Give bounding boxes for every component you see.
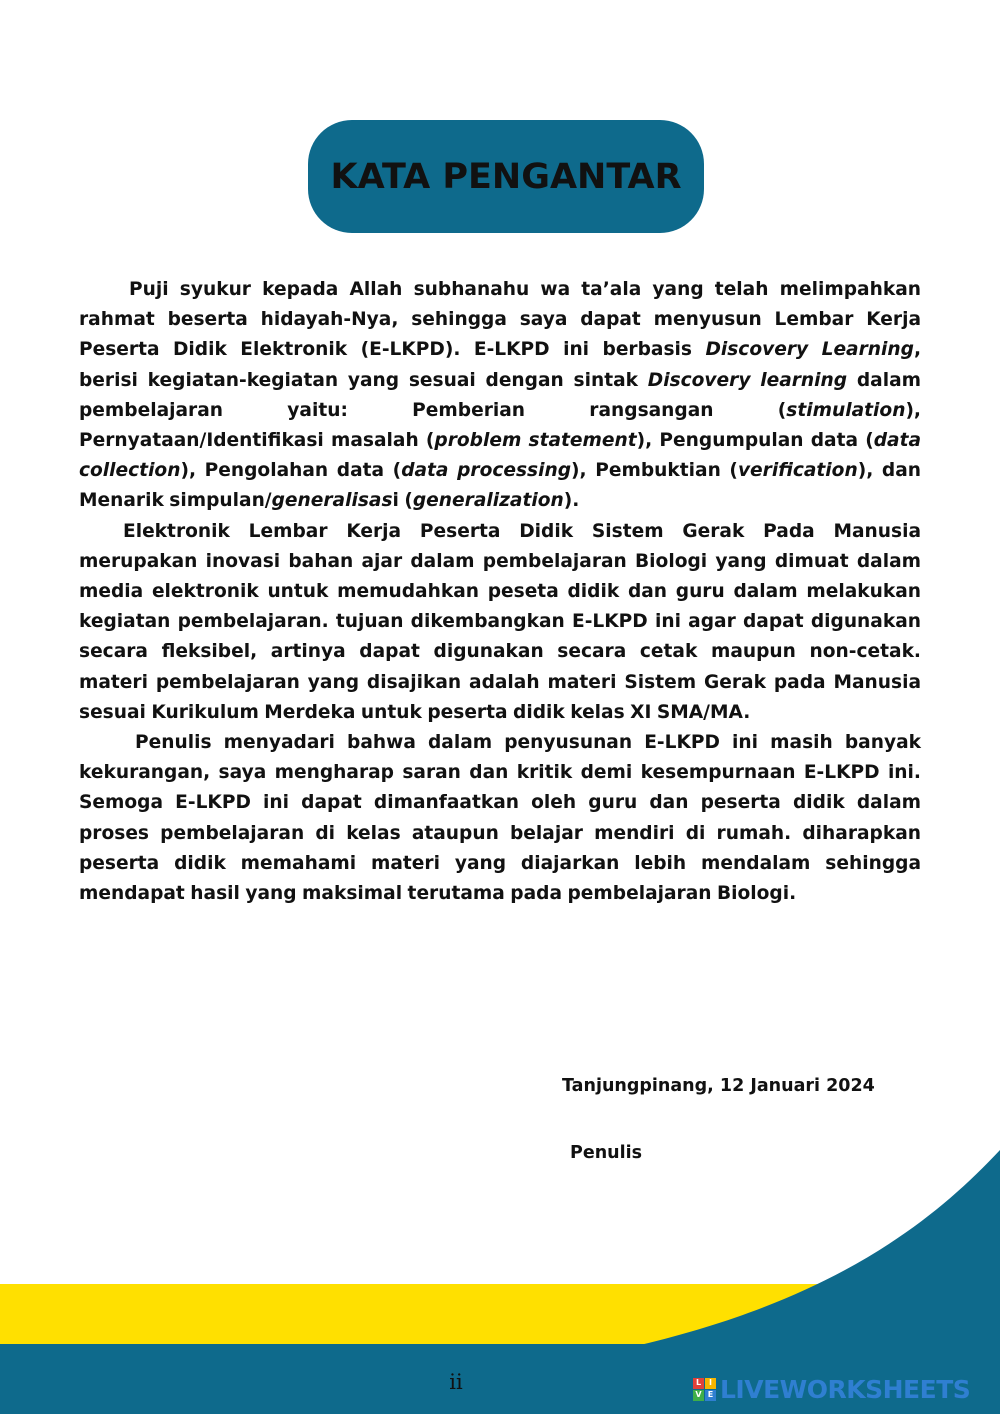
title-banner [308,120,704,233]
logo-letter-l: L [693,1378,704,1389]
text-run: Puji syukur kepada Allah subhanahu wa ta’ala yang telah melimpahkan rahmat beserta hidayah-Nya, sehingga saya dapat menyusun Lembar Kerja Peserta Didik Elektronik (E-LKPD). E-LKPD ini berbasis [79,279,921,361]
italic-term: problem statement [434,430,637,452]
italic-term: generalisas [271,490,393,512]
liveworksheets-brand [693,1374,970,1404]
italic-term: verification [737,460,858,482]
text-run: ). [563,490,580,512]
place-date: Tanjungpinang, 12 Januari 2024 [562,1076,875,1096]
text-run: ), Pernyataan/Identifikasi masalah ( [79,399,921,452]
logo-letter-i: I [705,1378,716,1389]
signer-name: Penulis [570,1143,643,1163]
text-run: ), Pengumpulan data ( [636,430,874,452]
page-title: KATA PENGANTAR [330,156,682,197]
italic-term: data collection [79,430,922,482]
paragraph-3: Penulis menyadari bahwa dalam penyusunan E-LKPD ini masih banyak kekurangan, saya mengharap saran dan kritik demi kesempurnaan E-LKPD ini. Semoga E-LKPD ini dapat dimanfaatkan oleh guru dan peserta didik dalam proses pembelajaran di kelas ataupun belajar mendiri di rumah. diharapkan peserta didik memahami materi yang diajarkan lebih mendalam sehingga mendapat hasil yang maksimal terutama pada pembelajaran Biologi. [79,732,921,905]
page-number: ii [449,1370,463,1394]
logo-letter-v: V [693,1390,704,1401]
text-run: ), Pembuktian ( [571,460,738,482]
text-run: ), Pengolahan data ( [180,460,402,482]
italic-term: stimulation [786,399,906,421]
paragraph-1 [79,275,921,517]
brand-name: LIVEWORKSHEETS [720,1374,971,1404]
italic-term: generalization [412,490,564,512]
body-text [79,275,921,909]
italic-term: data processing [401,460,572,482]
logo-letter-e: E [705,1390,716,1401]
text-run: dalam pembelajaran yaitu: Pemberian rangsangan ( [79,369,921,421]
italic-term: Discovery Learning [705,339,914,361]
paragraph-2: Elektronik Lembar Kerja Peserta Didik Sistem Gerak Pada Manusia merupakan inovasi bahan ajar dalam pembelajaran Biologi yang dimuat dalam media elektronik untuk memudahkan peseta didik dan guru dalam melakukan kegiatan pembelajaran. tujuan dikembangkan E-LKPD ini agar dapat digunakan secara fleksibel, artinya dapat digunakan secara cetak maupun non-cetak. materi pembelajaran yang disajikan adalah materi Sistem Gerak pada Manusia sesuai Kurikulum Merdeka untuk peserta didik kelas XI SMA/MA. [79,520,921,723]
text-run: , berisi kegiatan-kegiatan yang sesuai dengan sintak [79,339,922,391]
text-run: ), dan Menarik simpulan/ [79,460,921,512]
liveworksheets-logo-icon [693,1378,716,1401]
italic-term: Discovery learning [647,369,848,391]
text-run: i ( [392,490,413,512]
